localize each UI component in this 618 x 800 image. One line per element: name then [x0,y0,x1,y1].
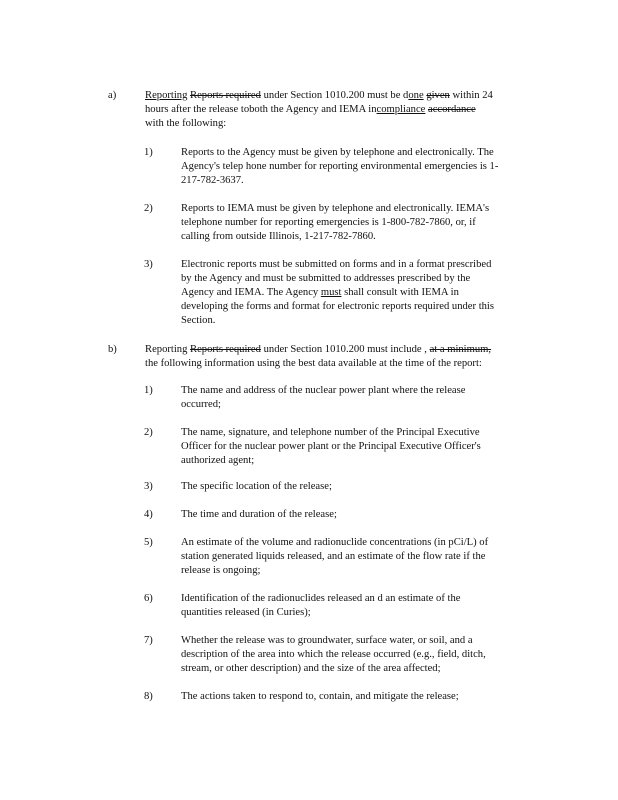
section-a-line-3: with the following: [145,118,227,129]
section-b-item-1: 1) The name and address of the nuclear power plant where the release occurred; [144,385,466,410]
section-b-item-8: 8) The actions taken to respond to, contain, and mitigate the release; [144,691,459,702]
section-a [108,89,541,131]
section-a-line-2: hours after the release toboth the Agency and IEMA incompliance accordance [145,104,476,115]
section-b-item-2: 2) The name, signature, and telephone number of the Principal Executive Officer for the nuclear power plant or the Principal Executive Officer's authorized agent; [144,427,481,466]
section-b-item-5: 5) An estimate of the volume and radionuclide concentrations (in pCi/L) of station generated liquids released, and an estimate of the flow rate if the release is ongoing; [144,537,489,576]
section-b-line-1: Reporting Reports required under Section 1010.200 must include , at a minimum, [145,344,492,355]
section-a-line-1: Reporting Reports required under Section 1010.200 must be done given within 24 [145,90,493,101]
section-b-item-4: 4) The time and duration of the release; [144,509,337,520]
section-a-label: a) [108,90,117,101]
section-b-item-3: 3) The specific location of the release; [144,481,332,492]
section-b [108,343,541,371]
section-a-item-2: 2) Reports to IEMA must be given by telephone and electronically. IEMA's telephone number for reporting emergencies is 1-800-782-7860, or, if calling from outside Illinois, 1-217-782-7860. [144,203,490,242]
section-b-item-7: 7) Whether the release was to groundwater, surface water, or soil, and a description of the area into which the release occurred (e.g., field, ditch, stream, or other description) and the size of the area affected; [144,635,486,674]
section-b-item-6: 6) Identification of the radionuclides released an d an estimate of the quantities released (in Curies); [144,593,461,618]
section-b-label: b) [108,344,117,355]
section-b-line-2: the following information using the best data available at the time of the report: [145,358,482,369]
section-a-item-3: 3) Electronic reports must be submitted on forms and in a format prescribed by the Agency and must be submitted to addresses prescribed by the Agency and IEMA. The Agency must shall consult with IEMA in developing the forms and format for electronic reports required under this Section. [144,259,494,326]
section-a-item-1: 1) Reports to the Agency must be given by telephone and electronically. The Agency's telep hone number for reporting environmental emergencies is 1- 217-782-3637. [144,147,499,186]
